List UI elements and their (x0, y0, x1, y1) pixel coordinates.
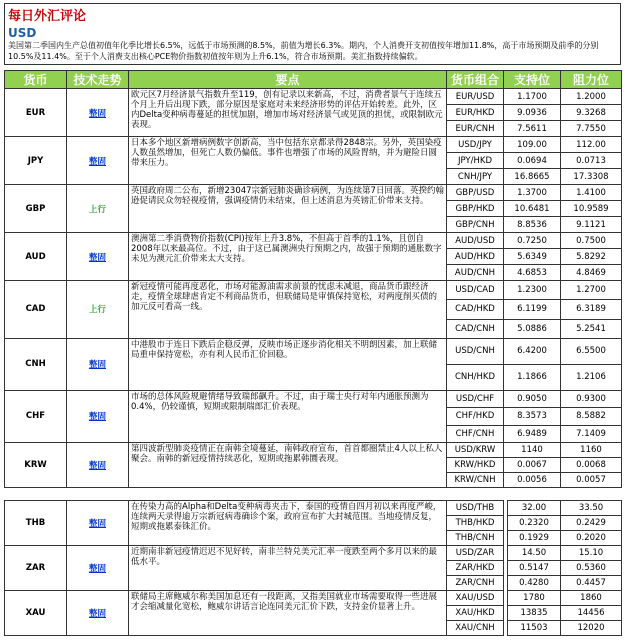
points-cell: 英国政府周二公布，新增23047宗新冠肺炎确诊病例，为连续第7日回落。英揆约翰逊促请民众勿轻视疫情，强调疫情仍未结束，但上述消息为英镑汇价带来支持。 (129, 185, 447, 233)
trend-cell: 上行 (67, 185, 129, 233)
table-row (5, 442, 622, 457)
currency-cell: ZAR (5, 546, 67, 591)
resistance-cell: 4.8469 (561, 265, 622, 281)
pair-cell: XAU/USD (447, 591, 504, 606)
table-row (5, 233, 622, 249)
pair-cell: CHF/HKD (447, 408, 504, 425)
currency-cell: XAU (5, 591, 67, 636)
pair-cell: USD/KRW (447, 442, 504, 457)
support-cell: 14.50 (508, 546, 561, 561)
resistance-cell: 0.7500 (561, 233, 622, 249)
support-cell: 0.9050 (504, 390, 561, 407)
support-cell: 8.8536 (504, 217, 561, 233)
resistance-cell: 5.8292 (561, 249, 622, 265)
support-cell: 5.6349 (504, 249, 561, 265)
support-cell: 13835 (508, 606, 561, 621)
support-cell: 1.2300 (504, 281, 561, 300)
trend-cell: 上行 (67, 281, 129, 339)
currency-cell: JPY (5, 137, 67, 185)
resistance-cell: 14456 (561, 606, 622, 621)
resistance-cell: 0.0068 (561, 457, 622, 472)
trend-cell: 整固 (67, 390, 129, 442)
currency-cell: GBP (5, 185, 67, 233)
pair-cell: CAD/HKD (447, 300, 504, 319)
support-cell: 6.1199 (504, 300, 561, 319)
resistance-cell: 1860 (561, 591, 622, 606)
support-cell: 6.9489 (504, 425, 561, 442)
resistance-cell: 15.10 (561, 546, 622, 561)
currency-cell: CAD (5, 281, 67, 339)
resistance-cell: 0.5360 (561, 561, 622, 576)
pair-cell: AUD/HKD (447, 249, 504, 265)
trend-cell: 整固 (67, 89, 129, 137)
support-cell: 7.5611 (504, 121, 561, 137)
currency-cell: KRW (5, 442, 67, 487)
resistance-cell: 1.2106 (561, 364, 622, 390)
resistance-cell: 9.3268 (561, 105, 622, 121)
pair-cell: USD/CNH (447, 338, 504, 364)
pair-cell: ZAR/CNH (447, 576, 504, 591)
pair-cell: THB/CNH (447, 531, 504, 546)
table-header-row (5, 71, 622, 89)
resistance-cell: 8.5882 (561, 408, 622, 425)
resistance-cell: 10.9589 (561, 201, 622, 217)
pair-cell: USD/ZAR (447, 546, 504, 561)
support-cell: 0.5147 (508, 561, 561, 576)
points-cell: 日本多个地区新增病例数字创新高，当中包括东京都录得2848宗。另外，英国染疫人数虽然增加，但死亡人数仍偏低。事件也增强了市场的风险胃纳，并为避险日圆带来压力。 (129, 137, 447, 185)
resistance-cell: 5.2541 (561, 319, 622, 338)
trend-cell: 整固 (67, 442, 129, 487)
table-row (5, 546, 622, 561)
pair-cell: ZAR/HKD (447, 561, 504, 576)
resistance-cell: 33.50 (561, 501, 622, 516)
points-cell: 中港股市于连日下跌后企稳反弹，反映市场正逐步消化相关不明朗因素，加上联储局重申保持宽松，亦有利人民币汇价回稳。 (129, 338, 447, 390)
table-row (5, 501, 622, 516)
resistance-cell: 6.5500 (561, 338, 622, 364)
table-row (5, 390, 622, 407)
points-cell: 第四波新型肺炎疫情正在南韩全境蔓延，南韩政府宣布，首首都圈禁止4人以上私人聚会。南韩的新冠疫情持续恶化，短期或拖累韩圜表现。 (129, 442, 447, 487)
forex-table (4, 70, 622, 488)
pair-cell: AUD/CNH (447, 265, 504, 281)
table-row (5, 185, 622, 201)
resistance-cell: 0.2020 (561, 531, 622, 546)
report-header (4, 3, 621, 65)
pair-cell: KRW/HKD (447, 457, 504, 472)
col-pair: 货币组合 (447, 71, 504, 89)
pair-cell: EUR/CNH (447, 121, 504, 137)
resistance-cell: 0.9300 (561, 390, 622, 407)
pair-cell: EUR/USD (447, 89, 504, 105)
support-cell: 32.00 (508, 501, 561, 516)
resistance-cell: 7.1409 (561, 425, 622, 442)
table-row (5, 137, 622, 153)
pair-cell: JPY/HKD (447, 153, 504, 169)
table-row (5, 338, 622, 364)
pair-cell: XAU/CNH (447, 621, 504, 636)
report-title: 每日外汇评论 (8, 9, 87, 24)
currency-cell: AUD (5, 233, 67, 281)
support-cell: 10.6481 (504, 201, 561, 217)
support-cell: 16.8665 (504, 169, 561, 185)
support-cell: 0.4280 (508, 576, 561, 591)
header-currency: USD (8, 26, 37, 40)
support-cell: 9.0936 (504, 105, 561, 121)
currency-cell: EUR (5, 89, 67, 137)
resistance-cell: 7.7550 (561, 121, 622, 137)
points-cell: 澳洲第二季消费物价指数(CPI)按年上升3.8%，不但高于首季的1.1%，且创自2008年以来最高位。不过，由于这已属澳洲央行预期之内，故强于预期的通胀数字未见为澳元汇价带来太大支持。 (129, 233, 447, 281)
points-cell: 联储局主席鲍威尔称美国加息还有一段距离，又指美国就业市场需要取得一些进展才会缩减量化宽松，鲍威尔讲话言论连同美元汇价下跌，支持金价显著上升。 (129, 591, 447, 636)
points-cell: 新冠疫情可能再度恶化，市场对能源油需求前景的忧虑未减退，商品货币跟经济走，疫情全球肆虐肯定不利商品货币，但联储局是审慎保持宽松，对两度削买债的加元反可看高一线。 (129, 281, 447, 339)
points-cell: 市场的总体风险规避情绪导致瑞郎飙升。不过，由于瑞士央行对年内通胀预测为0.4%，仍较谨慎，短期或限制瑞郎汇价表现。 (129, 390, 447, 442)
pair-cell: CNH/HKD (447, 364, 504, 390)
pair-cell: CAD/CNH (447, 319, 504, 338)
resistance-cell: 6.3189 (561, 300, 622, 319)
col-points: 要点 (129, 71, 447, 89)
pair-cell: AUD/USD (447, 233, 504, 249)
resistance-cell: 1.4100 (561, 185, 622, 201)
support-cell: 1140 (504, 442, 561, 457)
currency-cell: CNH (5, 338, 67, 390)
table-row (5, 591, 622, 606)
points-cell: 近期南非新冠疫情迟迟不见好转，南非兰特兑美元汇率一度跌至两个多月以来的最低水平。 (129, 546, 447, 591)
trend-cell: 整固 (67, 137, 129, 185)
support-cell: 1.1866 (504, 364, 561, 390)
resistance-cell: 0.0057 (561, 472, 622, 487)
pair-cell: XAU/HKD (447, 606, 504, 621)
pair-cell: GBP/HKD (447, 201, 504, 217)
pair-cell: USD/THB (447, 501, 504, 516)
points-cell: 欧元区7月经济景气指数升至119，创有记录以来新高，不过，消费者景气于连续五个月上升后出现下跌，部分原因是家庭对未来经济形势的评估开始转差。此外，区内Delta变种病毒蔓延的担忧加剧，增加市场对经济景气或见顶的担忧，或限制欧元表现。 (129, 89, 447, 137)
support-cell: 0.2320 (508, 516, 561, 531)
col-currency: 货币 (5, 71, 67, 89)
pair-cell: USD/CAD (447, 281, 504, 300)
resistance-cell: 112.00 (561, 137, 622, 153)
resistance-cell: 0.0713 (561, 153, 622, 169)
resistance-cell: 9.1121 (561, 217, 622, 233)
trend-cell: 整固 (67, 338, 129, 390)
forex-table-secondary (4, 500, 622, 636)
table-row (5, 281, 622, 300)
support-cell: 8.3573 (504, 408, 561, 425)
pair-cell: THB/HKD (447, 516, 504, 531)
usd-summary: 美国第二季国内生产总值初值年化季比增长6.5%，远低于市场预测的8.5%，前值为增长6.3%。期内，个人消费开支初值按年增加11.8%，高于市场预期及前季的分别10.5%及11.4%。至于个人消费支出核心PCE物价指数初值按年则为上升6.1%，符合市场预期。美汇指数持续偏软。 (8, 41, 599, 61)
pair-cell: EUR/HKD (447, 105, 504, 121)
pair-cell: GBP/USD (447, 185, 504, 201)
support-cell: 0.0067 (504, 457, 561, 472)
resistance-cell: 1160 (561, 442, 622, 457)
support-cell: 0.1929 (508, 531, 561, 546)
col-trend: 技术走势 (67, 71, 129, 89)
points-cell: 在传染力高的Alpha和Delta变种病毒夹击下，泰国的疫情自四月初以来再度严峻，连续两天录得逾万宗新冠病毒确诊个案，政府宣布扩大封城范围。当地疫情反复，短期或拖累泰铢汇价。 (129, 501, 447, 546)
table-row (5, 89, 622, 105)
trend-cell: 整固 (67, 501, 129, 546)
trend-cell: 整固 (67, 233, 129, 281)
trend-cell: 整固 (67, 546, 129, 591)
resistance-cell: 0.2429 (561, 516, 622, 531)
support-cell: 109.00 (504, 137, 561, 153)
pair-cell: GBP/CNH (447, 217, 504, 233)
currency-cell: THB (5, 501, 67, 546)
col-resistance: 阻力位 (561, 71, 622, 89)
support-cell: 0.0694 (504, 153, 561, 169)
support-cell: 1780 (508, 591, 561, 606)
pair-cell: CHF/CNH (447, 425, 504, 442)
trend-cell: 整固 (67, 591, 129, 636)
pair-cell: CNH/JPY (447, 169, 504, 185)
support-cell: 1.3700 (504, 185, 561, 201)
pair-cell: KRW/CNH (447, 472, 504, 487)
support-cell: 1.1700 (504, 89, 561, 105)
support-cell: 6.4200 (504, 338, 561, 364)
resistance-cell: 1.2700 (561, 281, 622, 300)
pair-cell: USD/JPY (447, 137, 504, 153)
support-cell: 0.0056 (504, 472, 561, 487)
resistance-cell: 17.3308 (561, 169, 622, 185)
col-support: 支持位 (504, 71, 561, 89)
currency-cell: CHF (5, 390, 67, 442)
support-cell: 4.6853 (504, 265, 561, 281)
support-cell: 0.7250 (504, 233, 561, 249)
resistance-cell: 0.4457 (561, 576, 622, 591)
resistance-cell: 1.2000 (561, 89, 622, 105)
support-cell: 5.0886 (504, 319, 561, 338)
pair-cell: USD/CHF (447, 390, 504, 407)
resistance-cell: 12020 (561, 621, 622, 636)
support-cell: 11503 (508, 621, 561, 636)
